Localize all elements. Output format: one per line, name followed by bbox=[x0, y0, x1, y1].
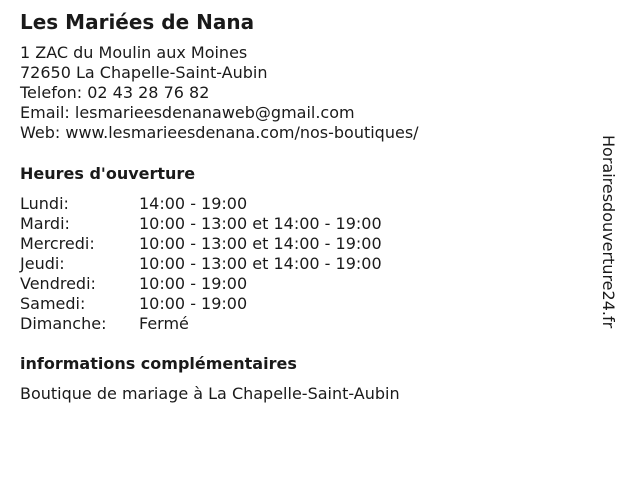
day-label: Vendredi: bbox=[20, 274, 96, 293]
phone-number: Telefon: 02 43 28 76 82 bbox=[20, 83, 210, 102]
day-label: Mercredi: bbox=[20, 234, 95, 253]
day-hours: 10:00 - 13:00 et 14:00 - 19:00 bbox=[139, 234, 382, 253]
website-url: Web: www.lesmarieesdenana.com/nos-boutiques/ bbox=[20, 123, 419, 142]
day-hours: 10:00 - 19:00 bbox=[139, 274, 248, 293]
street-address: 1 ZAC du Moulin aux Moines bbox=[20, 43, 248, 62]
day-label: Samedi: bbox=[20, 294, 86, 313]
day-hours: Fermé bbox=[139, 314, 189, 333]
hours-row-mercredi bbox=[20, 234, 382, 254]
hours-row-lundi bbox=[20, 194, 382, 214]
hours-row-dimanche bbox=[20, 314, 382, 334]
business-name: Les Mariées de Nana bbox=[20, 10, 255, 34]
day-label: Mardi: bbox=[20, 214, 70, 233]
hours-row-samedi bbox=[20, 294, 382, 314]
day-hours: 10:00 - 13:00 et 14:00 - 19:00 bbox=[139, 254, 382, 273]
site-credit: Horairesdouverture24.fr bbox=[599, 135, 618, 329]
city-postal: 72650 La Chapelle-Saint-Aubin bbox=[20, 63, 268, 82]
additional-info-text: Boutique de mariage à La Chapelle-Saint-Aubin bbox=[20, 384, 400, 403]
hours-row-vendredi bbox=[20, 274, 382, 294]
day-label: Lundi: bbox=[20, 194, 69, 213]
additional-info-heading: informations complémentaires bbox=[20, 354, 297, 373]
address-block bbox=[20, 43, 419, 143]
day-hours: 10:00 - 19:00 bbox=[139, 294, 248, 313]
email-address: Email: lesmarieesdenanaweb@gmail.com bbox=[20, 103, 355, 122]
hours-row-jeudi bbox=[20, 254, 382, 274]
day-label: Jeudi: bbox=[20, 254, 65, 273]
day-hours: 14:00 - 19:00 bbox=[139, 194, 248, 213]
day-label: Dimanche: bbox=[20, 314, 107, 333]
opening-hours-table bbox=[20, 194, 382, 334]
hours-row-mardi bbox=[20, 214, 382, 234]
day-hours: 10:00 - 13:00 et 14:00 - 19:00 bbox=[139, 214, 382, 233]
opening-hours-heading: Heures d'ouverture bbox=[20, 164, 196, 183]
